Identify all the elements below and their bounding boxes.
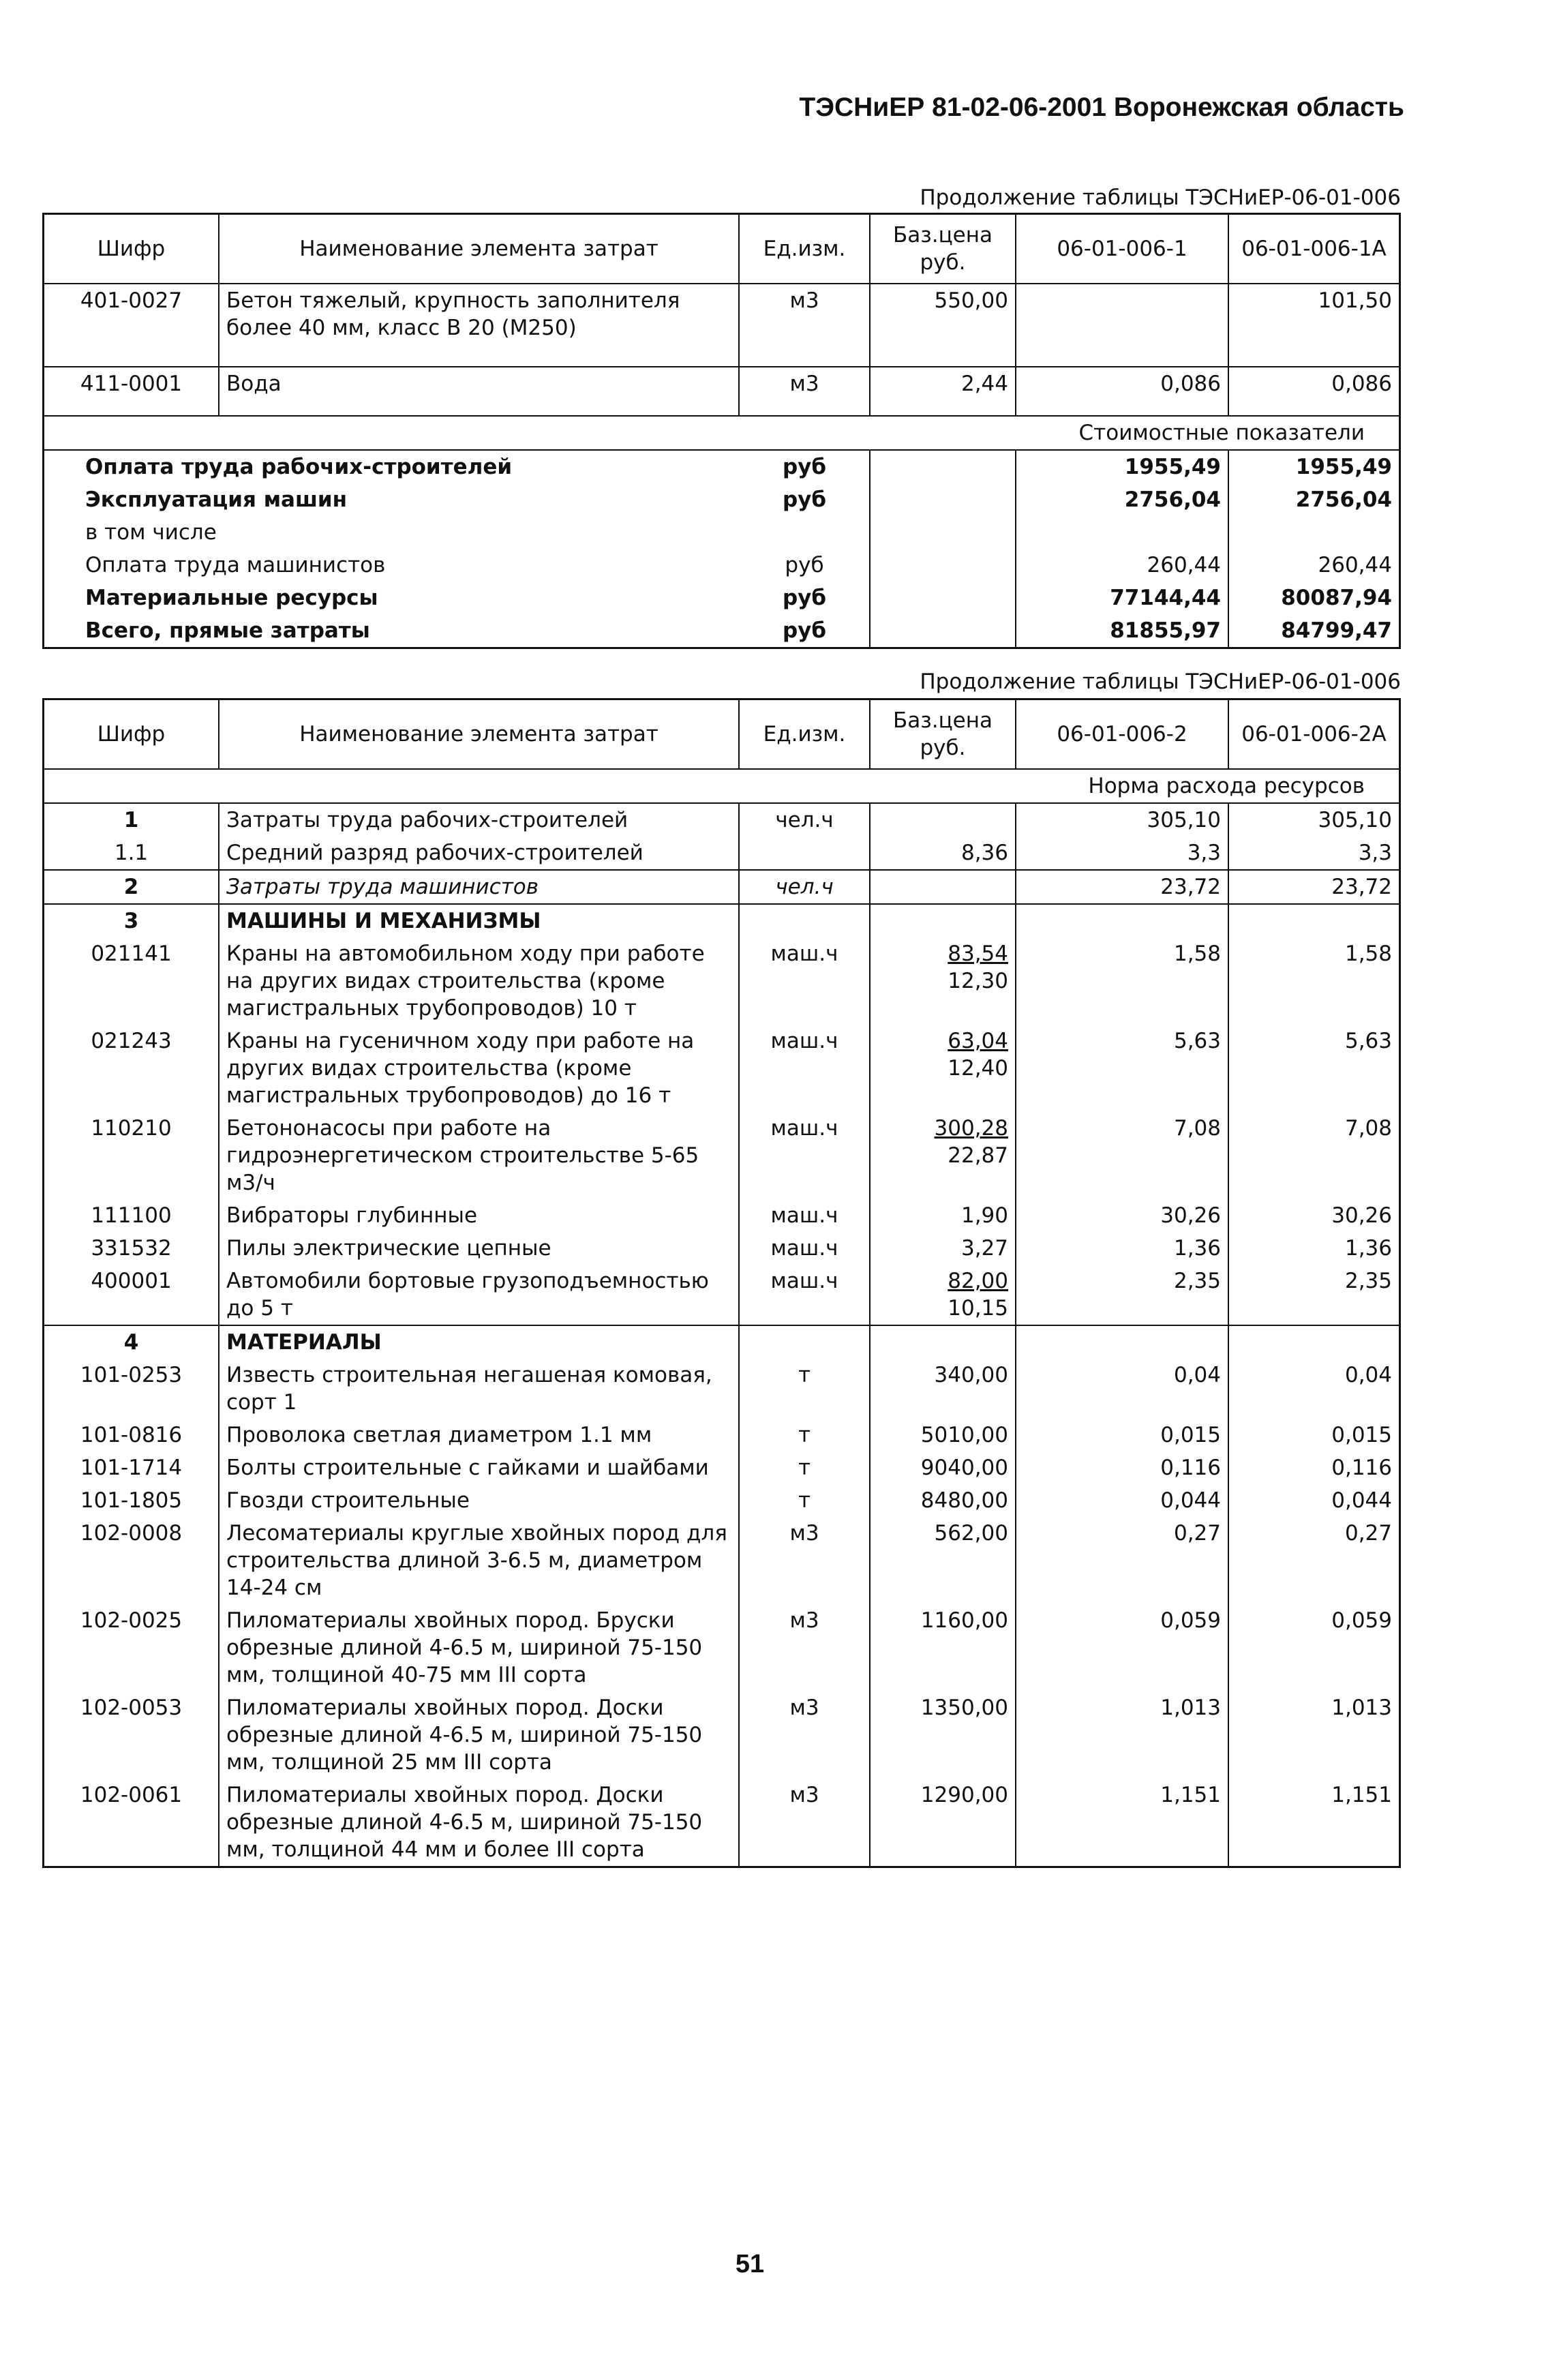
price-cell xyxy=(871,905,1016,937)
code-cell: 3 xyxy=(44,905,220,937)
unit-cell: маш.ч xyxy=(740,1025,871,1112)
code-cell: 111100 xyxy=(44,1199,220,1232)
table-row xyxy=(44,1199,1399,1232)
unit-cell: т xyxy=(740,1451,871,1484)
name-cell: Пиломатериалы хвойных пород. Бруски обрезные длиной 4-6.5 м, шириной 75-150 мм, толщиной 40-75 мм III сорта xyxy=(220,1604,740,1691)
value-b-cell: 0,044 xyxy=(1331,1488,1392,1513)
name-cell: Проволока светлая диаметром 1.1 мм xyxy=(220,1419,740,1451)
summary-row xyxy=(44,483,1399,516)
price-cell xyxy=(871,1112,1016,1199)
value-a-cell: 3,3 xyxy=(1016,837,1229,869)
unit-cell: руб xyxy=(740,614,871,647)
unit-cell: м3 xyxy=(740,1604,871,1691)
price-value: 550,00 xyxy=(934,288,1008,313)
table-row xyxy=(44,1359,1399,1419)
name-cell: Вода xyxy=(220,367,740,415)
value-b-cell: 84799,47 xyxy=(1281,618,1392,643)
name-cell: Бетон тяжелый, крупность заполнителя более 40 мм, класс В 20 (М250) xyxy=(220,284,740,366)
price-cell xyxy=(871,1232,1016,1265)
price-cell xyxy=(871,1326,1016,1359)
continuation-caption-1: Продолжение таблицы ТЭСНиЕР-06-01-006 xyxy=(920,185,1401,210)
value-b-cell: 2756,04 xyxy=(1295,487,1392,512)
price-value: 9040,00 xyxy=(920,1456,1008,1480)
price-value: 1350,00 xyxy=(920,1696,1008,1720)
document-header: ТЭСНиЕР 81-02-06-2001 Воронежская область xyxy=(799,93,1404,122)
name-cell: Средний разряд рабочих-строителей xyxy=(220,837,740,869)
price-cell xyxy=(871,516,1016,549)
code-cell: 401-0027 xyxy=(44,284,220,366)
table-row xyxy=(44,937,1399,1025)
col-name-header: Наименование элемента затрат xyxy=(220,700,740,768)
value-b-cell: 80087,94 xyxy=(1281,586,1392,610)
code-cell: 2 xyxy=(44,871,220,903)
name-cell: Вибраторы глубинные xyxy=(220,1199,740,1232)
summary-body xyxy=(44,449,1399,647)
table-row xyxy=(44,1451,1399,1484)
name-cell: Пиломатериалы хвойных пород. Доски обрезные длиной 4-6.5 м, шириной 75-150 мм, толщиной 44 мм и более III сорта xyxy=(220,1779,740,1866)
table-row xyxy=(44,837,1399,869)
value-b-cell: 1,151 xyxy=(1331,1783,1392,1807)
price-secondary-value: 12,30 xyxy=(948,969,1008,993)
table-row xyxy=(44,802,1399,837)
price-secondary-value: 12,40 xyxy=(948,1056,1008,1081)
value-b-cell: 101,50 xyxy=(1318,288,1392,313)
value-a-cell: 1,013 xyxy=(1016,1691,1229,1779)
section-row xyxy=(44,768,1399,802)
table-row xyxy=(44,1112,1399,1199)
name-cell: Затраты труда машинистов xyxy=(220,871,740,903)
summary-label: Эксплуатация машин xyxy=(85,487,348,512)
name-cell: Пиломатериалы хвойных пород. Доски обрезные длиной 4-6.5 м, шириной 75-150 мм, толщиной 25 мм III сорта xyxy=(220,1691,740,1779)
name-cell: Лесоматериалы круглые хвойных пород для строительства длиной 3-6.5 м, диаметром 14-24 см xyxy=(220,1517,740,1604)
table-row xyxy=(44,1025,1399,1112)
value-b-cell: 1955,49 xyxy=(1295,455,1392,479)
value-b-cell: 0,116 xyxy=(1331,1456,1392,1480)
code-cell: 1.1 xyxy=(44,837,220,869)
unit-cell: м3 xyxy=(740,284,871,366)
code-cell: 331532 xyxy=(44,1232,220,1265)
price-value: 5010,00 xyxy=(920,1423,1008,1447)
cost-table-2 xyxy=(42,698,1401,1868)
value-b-cell: 30,26 xyxy=(1331,1203,1392,1228)
price-cell xyxy=(871,1025,1016,1112)
table-row xyxy=(44,1232,1399,1265)
unit-cell: руб xyxy=(740,483,871,516)
value-a-cell: 1,151 xyxy=(1016,1779,1229,1866)
unit-cell: маш.ч xyxy=(740,937,871,1025)
price-cell xyxy=(871,1419,1016,1451)
unit-cell: чел.ч xyxy=(740,871,871,903)
table-row xyxy=(44,903,1399,937)
table-row xyxy=(44,1265,1399,1325)
col-unit-header: Ед.изм. xyxy=(740,215,871,283)
value-a-cell: 81855,97 xyxy=(1016,614,1229,647)
unit-cell: т xyxy=(740,1484,871,1517)
price-secondary-value: 22,87 xyxy=(948,1143,1008,1168)
price-value: 8,36 xyxy=(960,841,1008,865)
continuation-caption-2: Продолжение таблицы ТЭСНиЕР-06-01-006 xyxy=(920,669,1401,694)
price-cell xyxy=(871,804,1016,837)
unit-cell: т xyxy=(740,1359,871,1419)
unit-cell: руб xyxy=(740,549,871,582)
value-b-cell: 0,27 xyxy=(1344,1521,1392,1546)
value-b-cell: 0,04 xyxy=(1344,1363,1392,1387)
unit-cell: маш.ч xyxy=(740,1199,871,1232)
name-cell: МАШИНЫ И МЕХАНИЗМЫ xyxy=(220,905,740,937)
price-cell xyxy=(871,1691,1016,1779)
unit-cell: чел.ч xyxy=(740,804,871,837)
value-a-cell xyxy=(1016,516,1229,549)
code-cell: 101-1714 xyxy=(44,1451,220,1484)
price-value: 2,44 xyxy=(960,372,1008,396)
value-a-cell xyxy=(1016,1326,1229,1359)
price-cell xyxy=(871,1604,1016,1691)
unit-cell xyxy=(740,905,871,937)
value-a-cell: 0,086 xyxy=(1016,367,1229,415)
code-cell: 400001 xyxy=(44,1265,220,1325)
summary-row xyxy=(44,582,1399,614)
unit-cell xyxy=(740,516,871,549)
value-a-cell: 0,27 xyxy=(1016,1517,1229,1604)
value-b-cell: 305,10 xyxy=(1318,808,1392,832)
price-value: 1290,00 xyxy=(920,1783,1008,1807)
price-cell xyxy=(871,451,1016,483)
value-a-cell: 0,015 xyxy=(1016,1419,1229,1451)
unit-cell: м3 xyxy=(740,1691,871,1779)
unit-cell xyxy=(740,1326,871,1359)
code-cell: 102-0061 xyxy=(44,1779,220,1866)
price-value: 3,27 xyxy=(960,1236,1008,1261)
price-value: 82,00 xyxy=(948,1269,1008,1293)
value-b-cell xyxy=(1229,516,1399,549)
code-cell: 411-0001 xyxy=(44,367,220,415)
value-a-cell: 77144,44 xyxy=(1016,582,1229,614)
table-row xyxy=(44,1691,1399,1779)
summary-row xyxy=(44,614,1399,647)
unit-cell: маш.ч xyxy=(740,1232,871,1265)
summary-label: Оплата труда рабочих-строителей xyxy=(85,455,513,479)
value-b-cell: 0,015 xyxy=(1331,1423,1392,1447)
table-row xyxy=(44,1517,1399,1604)
code-cell: 101-0253 xyxy=(44,1359,220,1419)
table-header-row xyxy=(44,700,1399,768)
value-b-cell: 1,013 xyxy=(1331,1696,1392,1720)
section-label: Норма расхода ресурсов xyxy=(1088,774,1365,798)
price-cell xyxy=(871,614,1016,647)
code-cell: 101-0816 xyxy=(44,1419,220,1451)
value-a-cell xyxy=(1016,284,1229,366)
summary-label: в том числе xyxy=(85,520,217,545)
table-row xyxy=(44,1779,1399,1866)
value-a-cell: 0,116 xyxy=(1016,1451,1229,1484)
code-cell: 4 xyxy=(44,1326,220,1359)
name-cell: Пилы электрические цепные xyxy=(220,1232,740,1265)
price-value: 83,54 xyxy=(948,942,1008,966)
price-cell xyxy=(871,1517,1016,1604)
unit-cell: м3 xyxy=(740,1779,871,1866)
price-value: 562,00 xyxy=(934,1521,1008,1546)
value-a-cell: 260,44 xyxy=(1016,549,1229,582)
value-b-cell: 2,35 xyxy=(1344,1269,1392,1293)
col-unit-header: Ед.изм. xyxy=(740,700,871,768)
name-cell: Бетононасосы при работе на гидроэнергетическом строительстве 5-65 м3/ч xyxy=(220,1112,740,1199)
summary-label: Всего, прямые затраты xyxy=(85,618,370,643)
value-b-cell: 3,3 xyxy=(1358,841,1392,865)
table-row xyxy=(44,1325,1399,1359)
table-header-row xyxy=(44,215,1399,283)
table-body xyxy=(44,283,1399,415)
value-a-cell: 7,08 xyxy=(1016,1112,1229,1199)
col-a-header: 06-01-006-1 xyxy=(1016,215,1229,283)
value-b-cell: 5,63 xyxy=(1344,1029,1392,1053)
col-b-header: 06-01-006-2А xyxy=(1241,722,1387,747)
table-row xyxy=(44,283,1399,366)
value-b-cell: 0,086 xyxy=(1331,372,1392,396)
value-b-cell: 1,36 xyxy=(1344,1236,1392,1261)
price-cell xyxy=(871,549,1016,582)
price-value: 63,04 xyxy=(948,1029,1008,1053)
price-value: 8480,00 xyxy=(920,1488,1008,1513)
code-cell: 101-1805 xyxy=(44,1484,220,1517)
value-b-cell: 23,72 xyxy=(1331,875,1392,899)
value-b-cell: 1,58 xyxy=(1344,942,1392,966)
table-row xyxy=(44,1419,1399,1451)
price-cell xyxy=(871,483,1016,516)
code-cell: 110210 xyxy=(44,1112,220,1199)
unit-cell xyxy=(740,837,871,869)
col-price-header: Баз.цена руб. xyxy=(871,700,1016,768)
value-a-cell: 5,63 xyxy=(1016,1025,1229,1112)
value-a-cell: 1,58 xyxy=(1016,937,1229,1025)
value-a-cell: 1955,49 xyxy=(1016,451,1229,483)
summary-label: Оплата труда машинистов xyxy=(85,553,386,577)
price-cell xyxy=(871,1779,1016,1866)
name-cell: Известь строительная негашеная комовая, сорт 1 xyxy=(220,1359,740,1419)
value-a-cell xyxy=(1016,905,1229,937)
value-a-cell: 2756,04 xyxy=(1016,483,1229,516)
value-b-cell: 260,44 xyxy=(1318,553,1392,577)
unit-cell: руб xyxy=(740,582,871,614)
price-value: 1,90 xyxy=(960,1203,1008,1228)
name-cell: Затраты труда рабочих-строителей xyxy=(220,804,740,837)
name-cell: Краны на гусеничном ходу при работе на других видах строительства (кроме магистральных трубопроводов) до 16 т xyxy=(220,1025,740,1112)
price-cell xyxy=(871,582,1016,614)
price-cell xyxy=(871,1451,1016,1484)
value-a-cell: 305,10 xyxy=(1016,804,1229,837)
section-label: Стоимостные показатели xyxy=(1078,421,1365,445)
section-row xyxy=(44,415,1399,449)
summary-row xyxy=(44,449,1399,483)
code-cell: 021141 xyxy=(44,937,220,1025)
table-row xyxy=(44,1604,1399,1691)
price-cell xyxy=(871,367,1016,415)
value-a-cell: 2,35 xyxy=(1016,1265,1229,1325)
price-cell xyxy=(871,1359,1016,1419)
code-cell: 102-0008 xyxy=(44,1517,220,1604)
col-code-header: Шифр xyxy=(44,700,220,768)
price-cell xyxy=(871,871,1016,903)
code-cell: 021243 xyxy=(44,1025,220,1112)
code-cell: 102-0053 xyxy=(44,1691,220,1779)
price-cell xyxy=(871,937,1016,1025)
unit-cell: руб xyxy=(740,451,871,483)
price-value: 1160,00 xyxy=(920,1608,1008,1633)
value-a-cell: 0,059 xyxy=(1016,1604,1229,1691)
price-value: 300,28 xyxy=(934,1116,1008,1141)
value-b-cell: 0,059 xyxy=(1331,1608,1392,1633)
price-value: 340,00 xyxy=(934,1363,1008,1387)
code-cell: 102-0025 xyxy=(44,1604,220,1691)
table-row xyxy=(44,366,1399,415)
unit-cell: м3 xyxy=(740,1517,871,1604)
price-cell xyxy=(871,1265,1016,1325)
col-b-header: 06-01-006-1А xyxy=(1241,237,1387,261)
unit-cell: маш.ч xyxy=(740,1112,871,1199)
value-b-cell xyxy=(1229,1326,1399,1359)
page-number: 51 xyxy=(735,2250,765,2278)
value-a-cell: 23,72 xyxy=(1016,871,1229,903)
col-code-header: Шифр xyxy=(44,215,220,283)
name-cell: Автомобили бортовые грузоподъемностью до 5 т xyxy=(220,1265,740,1325)
table-row xyxy=(44,1484,1399,1517)
table-body xyxy=(44,802,1399,1866)
summary-label: Материальные ресурсы xyxy=(85,586,378,610)
cost-table-1 xyxy=(42,213,1401,649)
summary-row xyxy=(44,549,1399,582)
price-cell xyxy=(871,1199,1016,1232)
value-a-cell: 0,04 xyxy=(1016,1359,1229,1419)
name-cell: МАТЕРИАЛЫ xyxy=(220,1326,740,1359)
col-price-header: Баз.цена руб. xyxy=(871,215,1016,283)
unit-cell: м3 xyxy=(740,367,871,415)
name-cell: Болты строительные с гайками и шайбами xyxy=(220,1451,740,1484)
price-cell xyxy=(871,837,1016,869)
price-cell xyxy=(871,1484,1016,1517)
price-cell xyxy=(871,284,1016,366)
value-a-cell: 30,26 xyxy=(1016,1199,1229,1232)
col-name-header: Наименование элемента затрат xyxy=(220,215,740,283)
price-secondary-value: 10,15 xyxy=(948,1296,1008,1321)
table-row xyxy=(44,869,1399,903)
value-b-cell xyxy=(1229,905,1399,937)
value-b-cell: 7,08 xyxy=(1344,1116,1392,1141)
col-a-header: 06-01-006-2 xyxy=(1016,700,1229,768)
value-a-cell: 0,044 xyxy=(1016,1484,1229,1517)
value-a-cell: 1,36 xyxy=(1016,1232,1229,1265)
name-cell: Краны на автомобильном ходу при работе на других видах строительства (кроме магистральных трубопроводов) 10 т xyxy=(220,937,740,1025)
code-cell: 1 xyxy=(44,804,220,837)
unit-cell: маш.ч xyxy=(740,1265,871,1325)
summary-row xyxy=(44,516,1399,549)
unit-cell: т xyxy=(740,1419,871,1451)
name-cell: Гвозди строительные xyxy=(220,1484,740,1517)
